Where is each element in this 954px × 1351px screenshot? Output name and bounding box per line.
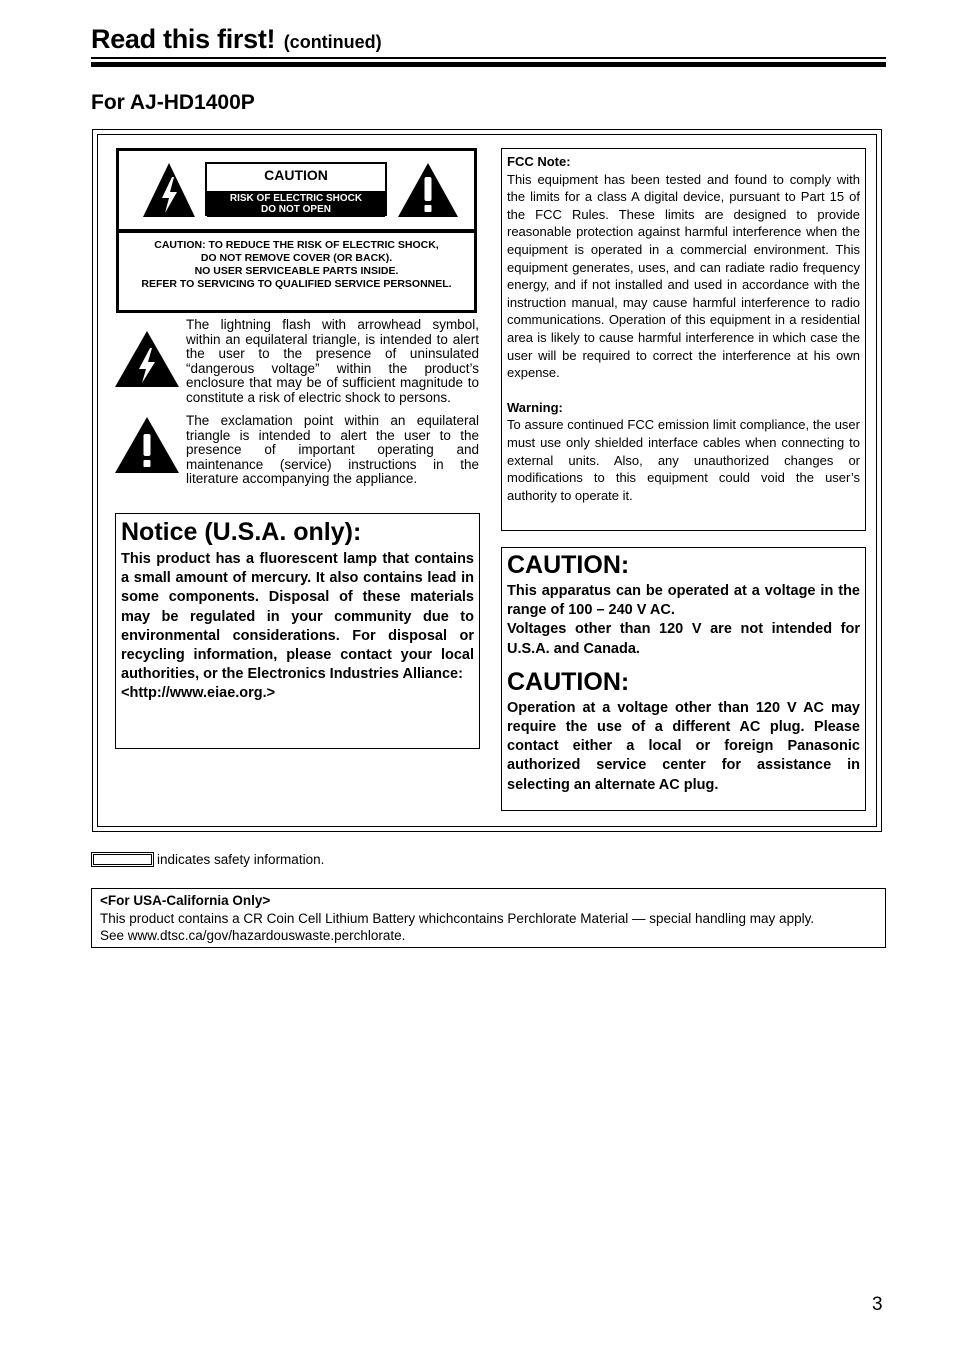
lightning-symbol-icon <box>114 330 180 388</box>
exclamation-symbol-text: The exclamation point within an equilateral triangle is intended to alert the user to the presence of important operating and maintenance (service) instructions in the literature accompanying the appliance. <box>186 413 479 486</box>
fcc-warning-title: Warning: <box>507 399 563 415</box>
caution-title-1: CAUTION: <box>507 551 630 579</box>
caution-line: REFER TO SERVICING TO QUALIFIED SERVICE PERSONNEL. <box>141 278 452 290</box>
caution-label-risk <box>207 191 385 217</box>
notice-url: <http://www.eiae.org.> <box>121 685 276 702</box>
california-title: <For USA-California Only> <box>100 893 271 908</box>
page-title-continued: (continued) <box>283 32 382 52</box>
safety-frame-swatch <box>91 852 154 867</box>
exclamation-symbol-icon <box>114 416 180 474</box>
fcc-note-box <box>501 148 866 531</box>
california-line-2: See www.dtsc.ca/gov/hazardouswaste.perchlorate. <box>100 928 406 943</box>
notice-body <box>121 550 474 704</box>
california-notice-box <box>91 888 886 948</box>
california-line-1: This product contains a CR Coin Cell Lithium Battery whichcontains Perchlorate Material — special handling may apply. <box>100 910 815 926</box>
caution-label-text <box>119 239 474 291</box>
lightning-warning-icon <box>141 161 197 219</box>
notice-text: This product has a fluorescent lamp that contains a small amount of mercury. It also contains lead in some components. Disposal of these materials may be regulated in your community due to environmental considerations. For disposal or recycling information, please contact your local authorities, or the Electronics Industries Alliance: <box>121 551 474 683</box>
fcc-warning-body: To assure continued FCC emission limit compliance, the user must use only shielded interface cables when connecting to external units. Also, any unauthorized changes or modifications to this equipment could void the user’s authority to operate it. <box>507 417 860 503</box>
page-number: 3 <box>872 1294 883 1315</box>
notice-title: Notice (U.S.A. only): <box>121 518 362 546</box>
safety-legend <box>91 852 324 868</box>
caution-line: CAUTION: TO REDUCE THE RISK OF ELECTRIC SHOCK, <box>154 239 439 251</box>
caution-title-2: CAUTION: <box>507 667 630 696</box>
caution-label-heading: CAUTION <box>264 167 328 183</box>
caution-body-1a: This apparatus can be operated at a voltage in the range of 100 – 240 V AC. <box>507 583 860 619</box>
lightning-symbol-text: The lightning flash with arrowhead symbol, within an equilateral triangle, is intended to alert the user to the presence of uninsulated “dangerous voltage” within the product’s enclosure that may be of sufficient magnitude to constitute a risk of electric shock to persons. <box>186 317 479 405</box>
caution-body-2: Operation at a voltage other than 120 V AC may require the use of a different AC plug. Please contact either a local or foreign Panasonic authorized service center for assistance in selecting an alternate AC plug. <box>507 699 860 793</box>
caution-label-divider <box>119 229 474 233</box>
caution-line: NO USER SERVICEABLE PARTS INSIDE. <box>194 265 399 277</box>
risk-line-1: RISK OF ELECTRIC SHOCK <box>229 193 363 204</box>
caution-label <box>116 148 477 313</box>
caution-body-1b: Voltages other than 120 V are not intended for U.S.A. and Canada. <box>507 621 860 657</box>
caution-label-box <box>205 162 387 216</box>
header-rule-thick <box>91 62 886 67</box>
caution-line: DO NOT REMOVE COVER (OR BACK). <box>200 252 393 264</box>
notice-usa-box <box>115 513 480 749</box>
risk-line-2: DO NOT OPEN <box>260 204 331 215</box>
page-title: Read this first! <box>91 24 276 54</box>
caution-voltage-box <box>501 547 866 811</box>
header-rule-thin <box>91 57 886 59</box>
spacer <box>507 382 860 399</box>
fcc-title: FCC Note: <box>507 154 571 169</box>
safety-legend-text: indicates safety information. <box>157 852 325 867</box>
model-heading: For AJ-HD1400P <box>91 91 255 114</box>
page-header <box>91 24 886 55</box>
exclamation-warning-icon <box>396 161 460 219</box>
fcc-body: This equipment has been tested and found to comply with the limits for a class A digital device, pursuant to Part 15 of the FCC Rules. These limits are designed to provide reasonable protection against harmful interference when the equipment is operated in a commercial environment. This equipment generates, uses, and can radiate radio frequency energy, and if not installed and used in accordance with the instruction manual, may cause harmful interference to radio communications. Operation of this equipment in a residential area is likely to cause harmful interference in which case the user will be required to correct the interference at his own expense. <box>507 171 860 381</box>
